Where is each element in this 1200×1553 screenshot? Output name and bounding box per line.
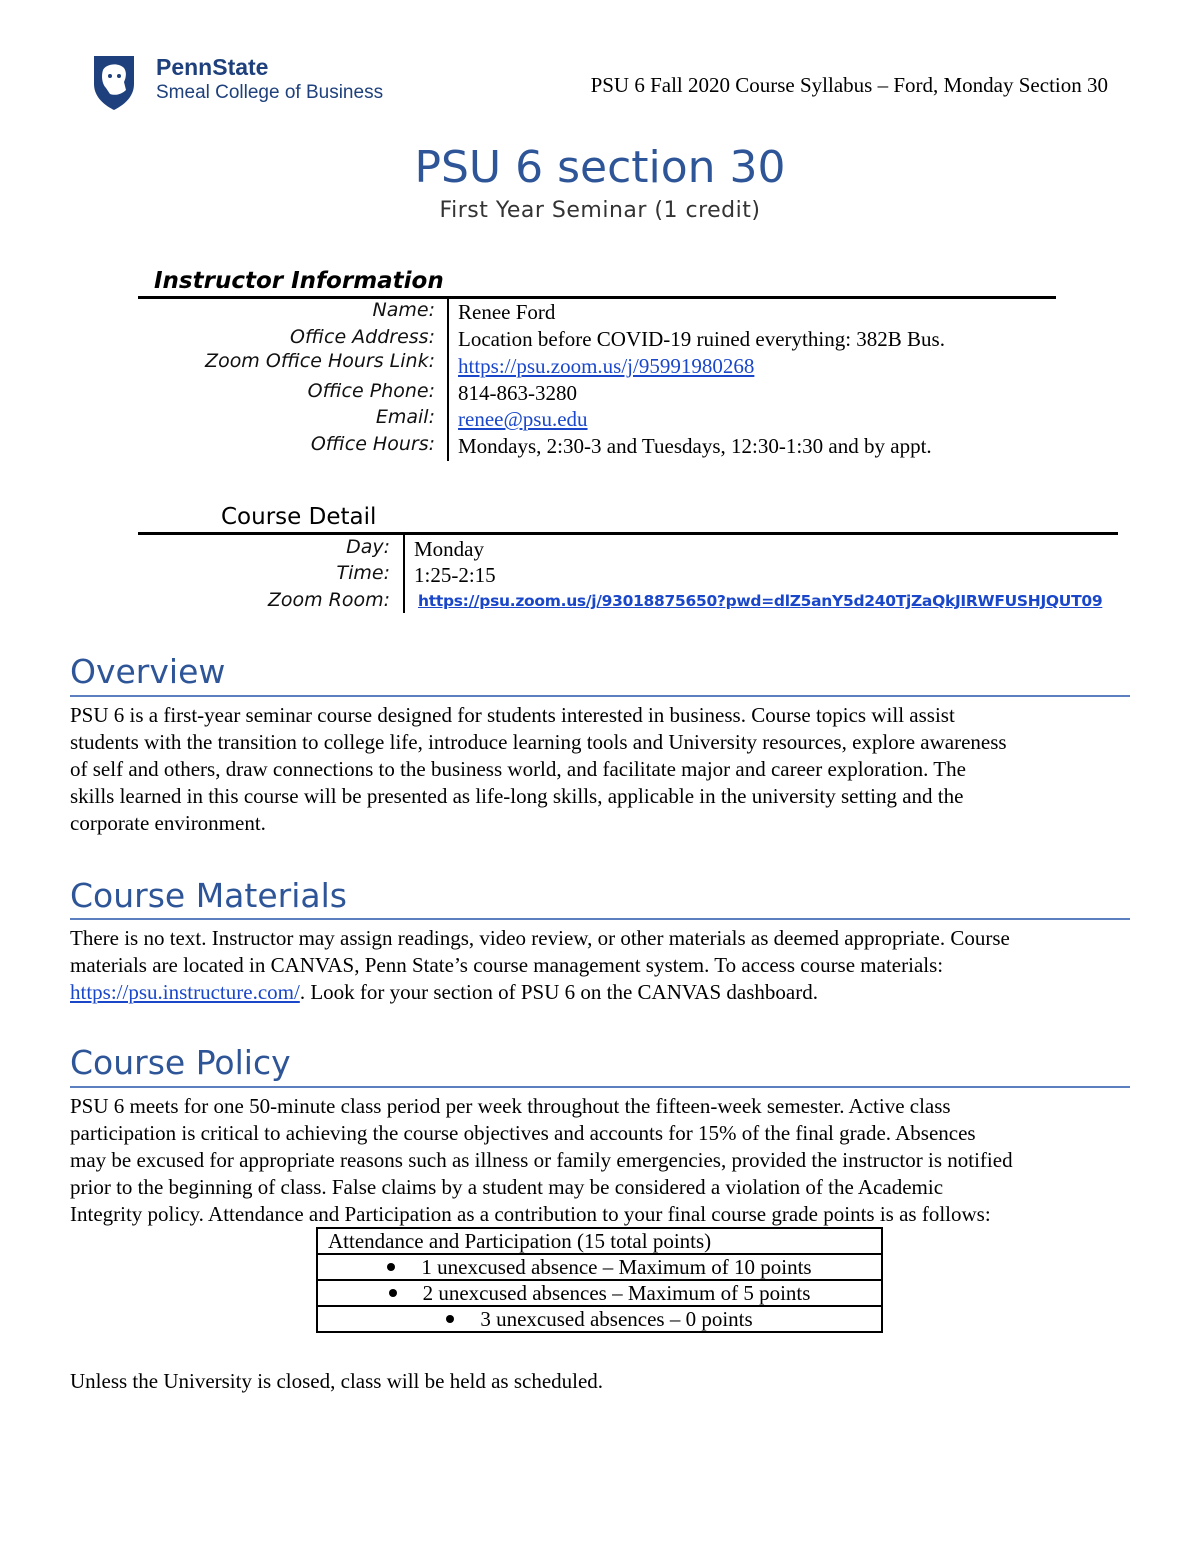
- table-row: [317, 1228, 882, 1254]
- overview-rule: [70, 695, 1130, 697]
- table-row: [317, 1254, 882, 1280]
- course-policy-heading: Course Policy: [70, 1043, 291, 1082]
- table-row: [317, 1306, 882, 1332]
- zoom-office-hours-label: Zoom Office Hours Link:: [205, 350, 435, 372]
- attendance-row-text: 1 unexcused absence – Maximum of 10 points: [421, 1255, 812, 1279]
- overview-paragraph: [70, 702, 1140, 837]
- logo-brand-name: PennState: [156, 54, 269, 80]
- attendance-table: [316, 1227, 883, 1333]
- attendance-row: [317, 1280, 882, 1306]
- psu-logo: [70, 50, 400, 116]
- closing-statement: Unless the University is closed, class will be held as scheduled.: [70, 1369, 604, 1393]
- course-policy-paragraph: [70, 1093, 1140, 1228]
- running-header: PSU 6 Fall 2020 Course Syllabus – Ford, Monday Section 30: [590, 73, 1108, 97]
- zoom-room-link[interactable]: https://psu.zoom.us/j/93018875650?pwd=dlZ5anY5d240TjZaQkJIRWFUSHJQUT09: [418, 592, 1103, 610]
- overview-line: corporate environment.: [70, 811, 266, 835]
- policy-line: participation is critical to achieving the course objectives and accounts for 15% of the final grade. Absences: [70, 1121, 976, 1145]
- office-phone-label: Office Phone:: [307, 380, 435, 402]
- course-materials-rule: [70, 918, 1130, 920]
- course-detail-rule: [138, 532, 1118, 535]
- instructor-column-divider: [447, 299, 449, 461]
- materials-line-rest: . Look for your section of PSU 6 on the CANVAS dashboard.: [299, 980, 818, 1004]
- bullet-icon: [387, 1263, 395, 1271]
- overview-heading: Overview: [70, 652, 226, 691]
- logo-college-name: Smeal College of Business: [156, 82, 384, 103]
- overview-line: PSU 6 is a first-year seminar course designed for students interested in business. Course topics will assist: [70, 703, 955, 727]
- office-hours-label: Office Hours:: [310, 433, 435, 455]
- zoom-room-label: Zoom Room:: [267, 589, 390, 611]
- overview-line: of self and others, draw connections to the business world, and facilitate major and career exploration. The: [70, 757, 966, 781]
- course-policy-rule: [70, 1086, 1130, 1088]
- bullet-icon: [389, 1289, 397, 1297]
- policy-line: Integrity policy. Attendance and Participation as a contribution to your final course grade points is as follows:: [70, 1202, 991, 1226]
- page-title: PSU 6 section 30: [414, 142, 786, 193]
- day-value: Monday: [414, 537, 484, 561]
- email-label: Email:: [375, 406, 435, 428]
- attendance-row-text: 2 unexcused absences – Maximum of 5 points: [422, 1281, 811, 1305]
- instructor-info-heading: Instructor Information: [154, 268, 444, 294]
- materials-line: There is no text. Instructor may assign readings, video review, or other materials as deemed appropriate. Course: [70, 926, 1010, 950]
- policy-line: prior to the beginning of class. False claims by a student may be considered a violation of the Academic: [70, 1175, 944, 1199]
- course-detail-heading: Course Detail: [221, 504, 377, 530]
- office-hours-value: Mondays, 2:30-3 and Tuesdays, 12:30-1:30 and by appt.: [458, 434, 932, 458]
- nittany-lion-shield-icon: [92, 54, 136, 112]
- zoom-office-hours-link[interactable]: https://psu.zoom.us/j/95991980268: [458, 354, 755, 378]
- course-materials-heading: Course Materials: [70, 876, 347, 915]
- office-address-value: Location before COVID-19 ruined everything: 382B Bus.: [458, 327, 945, 351]
- attendance-row: [317, 1306, 882, 1332]
- attendance-row-text: 3 unexcused absences – 0 points: [480, 1307, 753, 1331]
- overview-line: skills learned in this course will be presented as life-long skills, applicable in the university setting and the: [70, 784, 964, 808]
- policy-line: may be excused for appropriate reasons such as illness or family emergencies, provided the instructor is notified: [70, 1148, 1013, 1172]
- attendance-table-header: Attendance and Participation (15 total points): [317, 1228, 882, 1254]
- time-label: Time:: [336, 562, 390, 584]
- policy-line: PSU 6 meets for one 50-minute class period per week throughout the fifteen-week semester. Active class: [70, 1094, 951, 1118]
- materials-line: materials are located in CANVAS, Penn State’s course management system. To access course materials:: [70, 953, 944, 977]
- instructor-name-value: Renee Ford: [458, 300, 556, 324]
- materials-line: [70, 979, 1140, 1006]
- office-phone-value: 814-863-3280: [458, 381, 577, 405]
- overview-line: students with the transition to college life, introduce learning tools and University resources, explore awareness: [70, 730, 1007, 754]
- page-subtitle: First Year Seminar (1 credit): [439, 198, 761, 223]
- email-link[interactable]: renee@psu.edu: [458, 407, 588, 431]
- bullet-icon: [446, 1315, 454, 1323]
- course-materials-paragraph: [70, 925, 1140, 1006]
- instructor-name-label: Name:: [372, 299, 435, 321]
- time-value: 1:25-2:15: [414, 563, 496, 587]
- canvas-link[interactable]: https://psu.instructure.com/: [70, 980, 300, 1004]
- table-row: [317, 1280, 882, 1306]
- office-address-label: Office Address:: [290, 326, 435, 348]
- attendance-row: [317, 1254, 882, 1280]
- day-label: Day:: [346, 536, 390, 558]
- course-detail-column-divider: [403, 535, 405, 613]
